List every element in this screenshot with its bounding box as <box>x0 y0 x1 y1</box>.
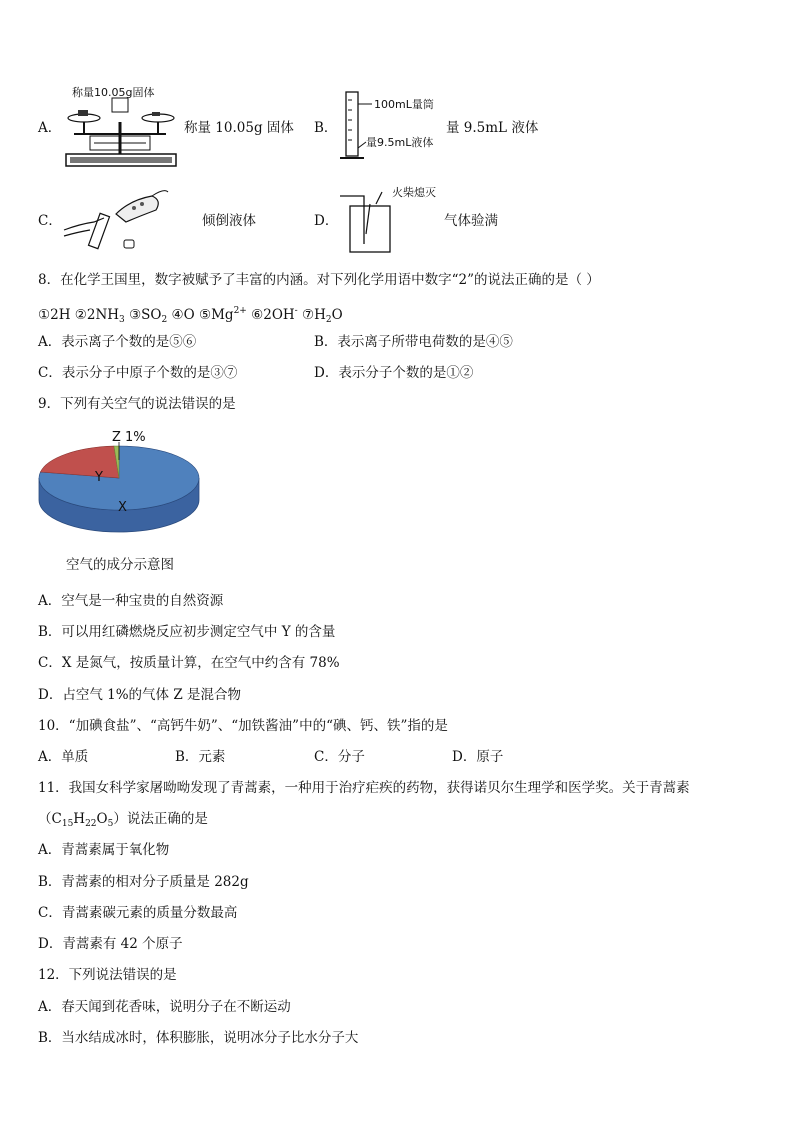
q11-stem-line2: $(C_{15}H_{22}O_5)$说法正确的是 <box>38 811 208 829</box>
q7-option-c-letter: C． <box>38 213 62 229</box>
cylinder-label-bottom: 量9.5mL液体 <box>366 136 434 149</box>
q10-option-c: C．分子 <box>314 749 365 765</box>
air-composition-pie-chart <box>36 424 216 552</box>
q9-option-a: A．空气是一种宝贵的自然资源 <box>38 593 224 609</box>
q7-option-a-text: 称量 10.05g 固体 <box>184 120 294 136</box>
pie-label-x: X <box>118 500 127 515</box>
q8-option-b: B．表示离子所带电荷数的是④⑤ <box>314 334 513 350</box>
q9-option-b: B．可以用红磷燃烧反应初步测定空气中 Y 的含量 <box>38 624 336 640</box>
balance-scale-illustration <box>60 84 182 170</box>
q11-option-a: A．青蒿素属于氧化物 <box>38 842 170 858</box>
q9-option-d: D．占空气 1%的气体 Z 是混合物 <box>38 687 241 703</box>
graduated-cylinder-illustration <box>336 86 446 166</box>
q10-option-d: D．原子 <box>452 749 504 765</box>
q8-option-d: D．表示分子个数的是①② <box>314 365 474 381</box>
q9-stem: 9．下列有关空气的说法错误的是 <box>38 396 236 412</box>
q8-stem: 8．在化学王国里，数字被赋予了丰富的内涵。对下列化学用语中数字“2”的说法正确的是（ ） <box>38 272 600 288</box>
q10-stem: 10．“加碘食盐”、“高钙牛奶”、“加铁酱油”中的“碘、钙、铁”指的是 <box>38 718 448 734</box>
pouring-liquid-illustration <box>60 184 170 256</box>
q7-option-d-letter: D． <box>314 213 339 229</box>
gas-collection-illustration <box>336 184 446 258</box>
pie-chart-caption: 空气的成分示意图 <box>66 557 174 573</box>
q10-option-b: B．元素 <box>175 749 226 765</box>
q11-option-d: D．青蒿素有 42 个原子 <box>38 936 183 952</box>
q7-option-b-letter: B． <box>314 120 338 136</box>
q8-option-a: A．表示离子个数的是⑤⑥ <box>38 334 197 350</box>
q7-option-b-text: 量 9.5mL 液体 <box>446 120 539 136</box>
balance-label: 称量10.05g固体 <box>72 86 155 99</box>
q12-option-a: A．春天闻到花香味，说明分子在不断运动 <box>38 999 291 1015</box>
q8-option-c: C．表示分子中原子个数的是③⑦ <box>38 365 238 381</box>
q7-option-a-letter: A． <box>38 120 62 136</box>
q8-items: ①2H $②2NH_3$ $③SO_2$ ④O $⑤Mg^{2+}$ ⑥2OH- $⑦H_2O$ <box>38 306 343 325</box>
q9-option-c: C．X 是氮气，按质量计算，在空气中约含有 78% <box>38 655 340 671</box>
pie-label-y: Y <box>95 470 103 485</box>
q12-stem: 12．下列说法错误的是 <box>38 967 177 983</box>
pie-label-z: Z 1% <box>112 430 146 445</box>
q11-stem-line1: 11．我国女科学家屠呦呦发现了青蒿素，一种用于治疗疟疾的药物，获得诺贝尔生理学和医学奖。关于青蒿素 <box>38 780 690 796</box>
q10-option-a: A．单质 <box>38 749 89 765</box>
q7-option-c-text: 倾倒液体 <box>202 213 256 229</box>
match-label: 火柴熄灭 <box>392 186 436 199</box>
q7-option-d-text: 气体验满 <box>444 213 498 229</box>
q12-option-b: B．当水结成冰时，体积膨胀，说明冰分子比水分子大 <box>38 1030 359 1046</box>
cylinder-label-top: 100mL量筒 <box>374 98 434 111</box>
q11-option-c: C．青蒿素碳元素的质量分数最高 <box>38 905 238 921</box>
q11-option-b: B．青蒿素的相对分子质量是 282g <box>38 874 249 890</box>
